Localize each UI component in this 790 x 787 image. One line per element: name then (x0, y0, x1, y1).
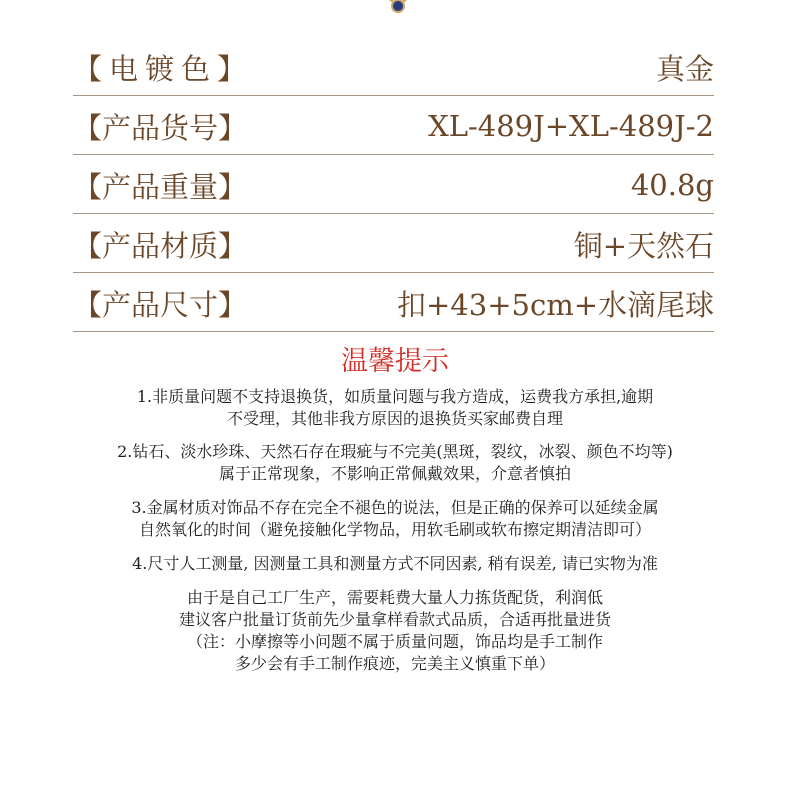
spec-label: 【产品尺寸】 (73, 287, 248, 322)
notice-line: （注：小摩擦等小问题不属于质量问题，饰品均是手工制作 (186, 632, 603, 651)
notice-title: 温馨提示 (341, 346, 449, 377)
notice-line: 由于是自己工厂生产，需要耗费大量人力拣货配货，利润低 (186, 588, 603, 607)
spec-table (73, 37, 714, 332)
spec-value: 铜+天然石 (573, 228, 714, 263)
notice-item-measurement (0, 553, 790, 575)
spec-row-size (73, 273, 714, 332)
spec-row-weight (73, 155, 714, 214)
spec-label: 【产品货号】 (73, 110, 248, 145)
notice-section (0, 342, 790, 675)
spec-value: 扣+43+5cm+水滴尾球 (397, 287, 714, 322)
spec-value: XL-489J+XL-489J-2 (428, 109, 714, 143)
notice-line: 自然氧化的时间（避免接触化学物品，用软毛刷或软布擦定期清洁即可） (138, 520, 651, 539)
decorative-emblem (378, 0, 418, 16)
notice-line: 2.钻石、淡水珍珠、天然石存在瑕疵与不完美(黑斑，裂纹，冰裂、颜色不均等) (117, 442, 673, 461)
notice-line: 多少会有手工制作痕迹，完美主义慎重下单） (234, 654, 555, 673)
notice-item-factory-note (0, 587, 790, 675)
notice-item-stone-flaws (0, 441, 790, 485)
notice-line: 不受理，其他非我方原因的退换货买家邮费自理 (226, 409, 563, 428)
spec-label: 【产品材质】 (73, 228, 248, 263)
notice-line: 属于正常现象，不影响正常佩戴效果，介意者慎拍 (218, 464, 571, 483)
notice-line: 1.非质量问题不支持退换货，如质量问题与我方造成，运费我方承担,逾期 (136, 387, 654, 406)
spec-row-model (73, 96, 714, 155)
notice-item-metal-care (0, 497, 790, 541)
spec-value: 真金 (655, 51, 714, 86)
notice-line: 建议客户批量订货前先少量拿样看款式品质，合适再批量进货 (178, 610, 611, 629)
notice-line: 4.尺寸人工测量, 因测量工具和测量方式不同因素, 稍有误差, 请已实物为准 (132, 554, 658, 573)
notice-item-return-policy (0, 386, 790, 430)
spec-row-material (73, 214, 714, 273)
spec-row-plating (73, 37, 714, 96)
spec-label: 【产品重量】 (73, 169, 248, 204)
spec-value: 40.8g (630, 168, 714, 202)
spec-label: 【电镀色】 (73, 51, 254, 86)
notice-line: 3.金属材质对饰品不存在完全不褪色的说法，但是正确的保养可以延续金属 (131, 498, 659, 517)
